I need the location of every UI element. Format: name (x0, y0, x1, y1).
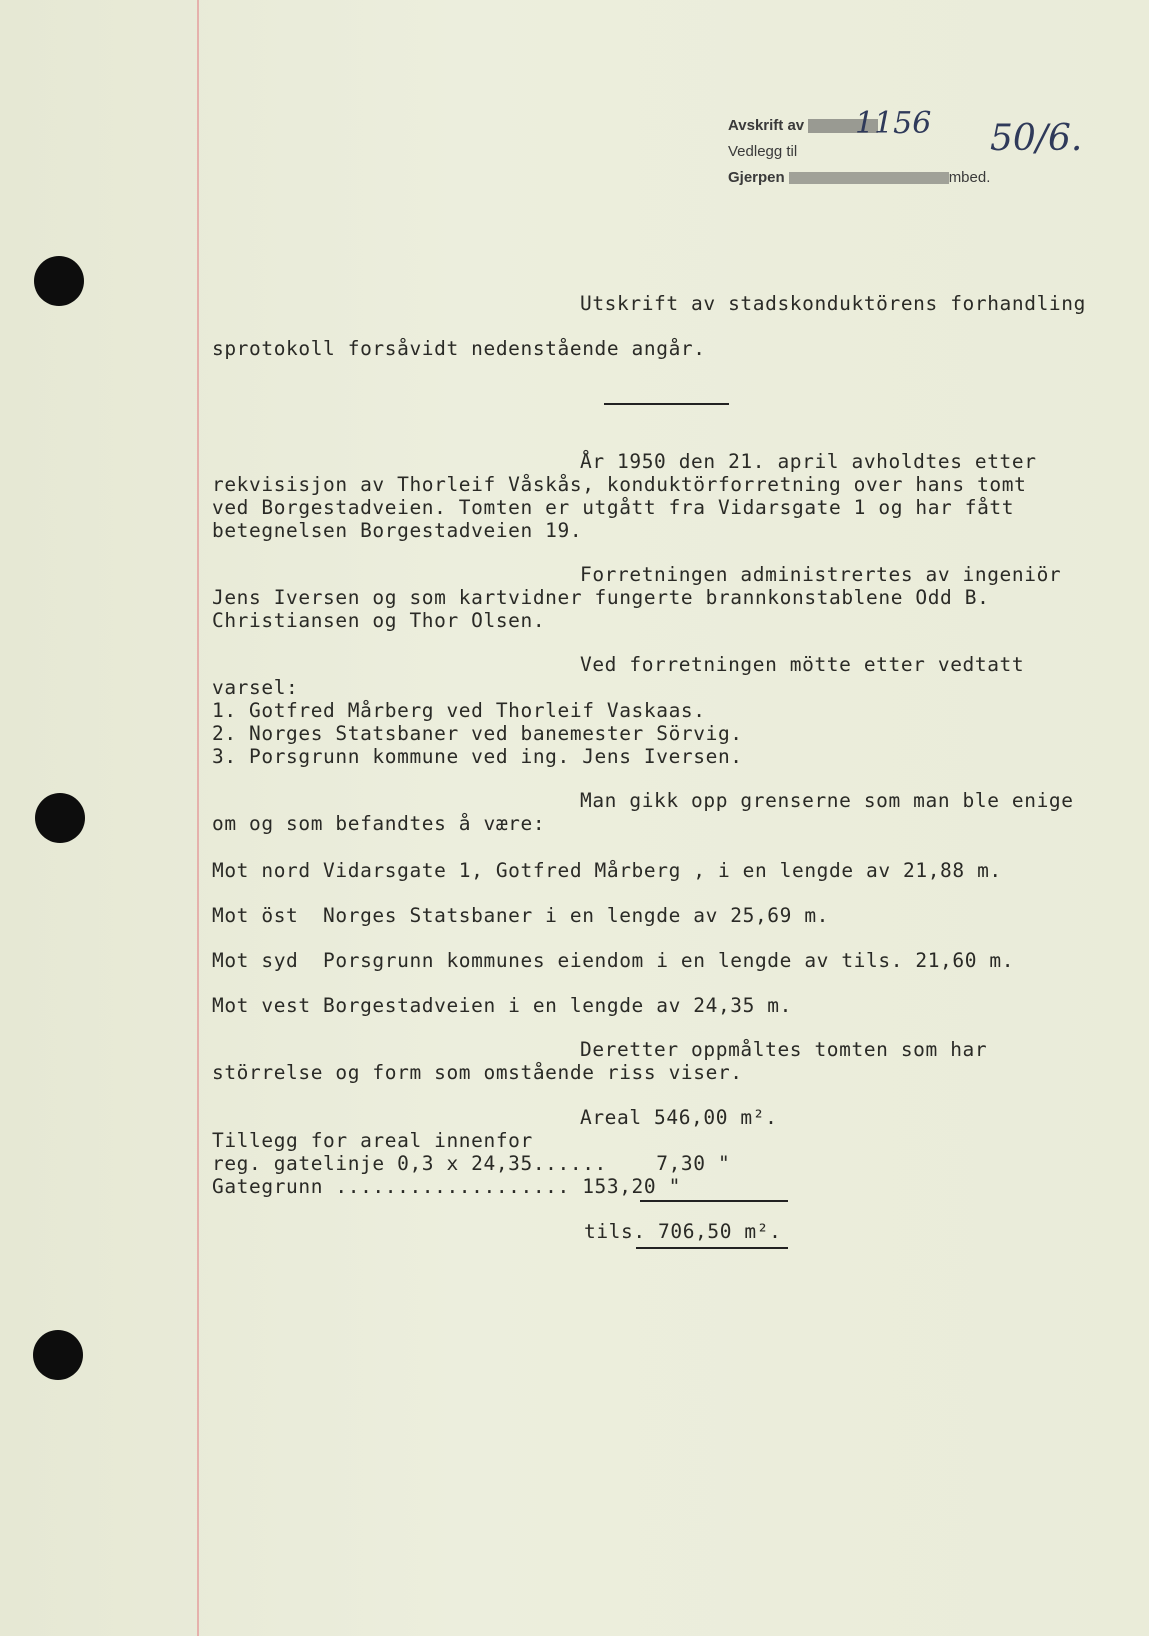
stamp-smudge (789, 172, 949, 184)
handwritten-number: 1156 (855, 106, 932, 141)
boundary-east: Mot öst Norges Statsbaner i en lengde av 25,69 m. (212, 904, 829, 927)
addition-line-1: Tillegg for areal innenfor (212, 1129, 533, 1152)
boundary-west: Mot vest Borgestadveien i en lengde av 24,35 m. (212, 994, 792, 1017)
paragraph-3-line-2: varsel: (212, 676, 299, 699)
addition-line-2: reg. gatelinje 0,3 x 24,35...... 7,30 " (212, 1152, 731, 1175)
punch-hole (35, 793, 85, 843)
stamp-line-1: Avskrift av (728, 117, 805, 134)
paragraph-4-line-2: om og som befandtes å være: (212, 812, 546, 835)
margin-line (197, 0, 199, 1636)
stamp-line-3-tail: mbed. (948, 169, 991, 186)
title-line-1: Utskrift av stadskonduktörens forhandling (580, 292, 1086, 315)
street-ground-line: Gategrunn ................... 153,20 " (212, 1175, 681, 1198)
punch-hole (33, 1330, 83, 1380)
boundary-south: Mot syd Porsgrunn kommunes eiendom i en lengde av tils. 21,60 m. (212, 949, 1015, 972)
paragraph-1-line-1: År 1950 den 21. april avholdtes etter (580, 450, 1037, 473)
area-line: Areal 546,00 m². (580, 1106, 778, 1129)
paragraph-1-line-4: betegnelsen Borgestadveien 19. (212, 519, 583, 542)
handwritten-date: 50/6. (990, 118, 1083, 159)
boundary-north: Mot nord Vidarsgate 1, Gotfred Mårberg , i en lengde av 21,88 m. (212, 859, 1002, 882)
title-line-2: sprotokoll forsåvidt nedenstående angår. (212, 337, 706, 360)
paragraph-1-line-3: ved Borgestadveien. Tomten er utgått fra Vidarsgate 1 og har fått (212, 496, 1015, 519)
paragraph-1-line-2: rekvisisjon av Thorleif Våskås, konduktörforretning over hans tomt (212, 473, 1027, 496)
paragraph-5-line-2: störrelse og form som omstående riss viser. (212, 1061, 743, 1084)
list-item-3: 3. Porsgrunn kommune ved ing. Jens Iversen. (212, 745, 743, 768)
stamp-line-3: Gjerpen (728, 169, 785, 186)
list-item-1: 1. Gotfred Mårberg ved Thorleif Vaskaas. (212, 699, 706, 722)
sum-underline (640, 1200, 788, 1202)
punch-hole (34, 256, 84, 306)
list-item-2: 2. Norges Statsbaner ved banemester Sörvig. (212, 722, 743, 745)
paragraph-2-line-3: Christiansen og Thor Olsen. (212, 609, 546, 632)
paragraph-4-line-1: Man gikk opp grenserne som man ble enige (580, 789, 1074, 812)
paragraph-3-line-1: Ved forretningen mötte etter vedtatt (580, 653, 1025, 676)
separator-rule (604, 403, 729, 405)
total-underline (636, 1247, 788, 1249)
total-line: tils. 706,50 m². (584, 1220, 782, 1243)
paragraph-5-line-1: Deretter oppmåltes tomten som har (580, 1038, 988, 1061)
stamp-line-2: Vedlegg til (728, 143, 798, 160)
paragraph-2-line-2: Jens Iversen og som kartvidner fungerte brannkonstablene Odd B. (212, 586, 990, 609)
paragraph-2-line-1: Forretningen administrertes av ingeniör (580, 563, 1062, 586)
